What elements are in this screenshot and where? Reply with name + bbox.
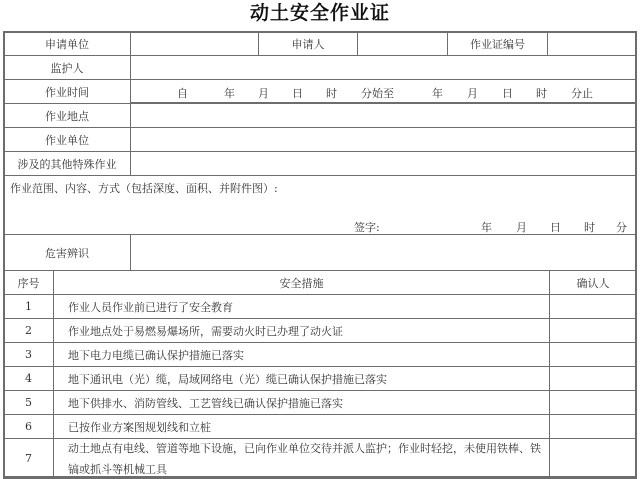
work-location-field[interactable] [130, 103, 637, 128]
work-scope-label: 作业范围、内容、方式（包括深度、面积、并附件图）: [10, 182, 278, 195]
applicant-label: 申请人 [258, 31, 358, 56]
time-end-year: 年 [432, 87, 443, 100]
row-number: 1 [3, 294, 54, 319]
time-start-minute: 分始至 [361, 87, 394, 100]
permit-number-label: 作业证编号 [447, 31, 548, 56]
other-special-work-label: 涉及的其他特殊作业 [3, 151, 131, 176]
row-number: 2 [3, 318, 54, 343]
safety-header-confirmer: 确认人 [549, 270, 637, 295]
confirmer-field[interactable] [549, 342, 637, 367]
form-title: 动土安全作业证 [249, 2, 390, 24]
row-number: 5 [3, 390, 54, 415]
hazard-identification-field[interactable] [130, 234, 637, 271]
row-number: 4 [3, 366, 54, 391]
confirmer-field[interactable] [549, 438, 637, 479]
applicant-field[interactable] [357, 31, 448, 56]
time-from: 自 [177, 87, 188, 100]
signature-label: 签字: [354, 221, 380, 234]
work-time-label: 作业时间 [3, 79, 131, 104]
safety-measure-text: 作业地点处于易燃易爆场所，需要动火时已办理了动火证 [53, 318, 550, 343]
row-number: 3 [3, 342, 54, 367]
other-special-work-field[interactable] [130, 151, 637, 176]
applicant-unit-label: 申请单位 [3, 31, 131, 56]
confirmer-field[interactable] [549, 294, 637, 319]
safety-measure-text: 动土地点有电线、管道等地下设施，已向作业单位交待并派人监护；作业时轻挖，未使用铁棒、铁镐或抓斗等机械工具 [53, 438, 550, 479]
time-end-minute: 分止 [571, 87, 593, 100]
row-number: 7 [3, 438, 54, 479]
sig-hour: 时 [584, 221, 595, 234]
sig-day: 日 [550, 221, 561, 234]
safety-measure-text: 作业人员作业前已进行了安全教育 [53, 294, 550, 319]
time-end-day: 日 [502, 87, 513, 100]
work-unit-field[interactable] [130, 127, 637, 152]
time-start-day: 日 [292, 87, 303, 100]
confirmer-field[interactable] [549, 390, 637, 415]
work-unit-label: 作业单位 [3, 127, 131, 152]
safety-header-measure: 安全措施 [53, 270, 550, 295]
time-end-hour: 时 [536, 87, 547, 100]
row-number: 6 [3, 414, 54, 439]
applicant-unit-field[interactable] [130, 31, 259, 56]
guardian-field[interactable] [130, 55, 637, 80]
time-start-month: 月 [258, 87, 269, 100]
safety-measure-text: 地下通讯电（光）缆，局域网络电（光）缆已确认保护措施已落实 [53, 366, 550, 391]
time-start-year: 年 [224, 87, 235, 100]
safety-header-no: 序号 [3, 270, 54, 295]
work-scope-field[interactable] [3, 175, 637, 235]
sig-year: 年 [481, 221, 492, 234]
time-end-month: 月 [467, 87, 478, 100]
confirmer-field[interactable] [549, 414, 637, 439]
confirmer-field[interactable] [549, 318, 637, 343]
hazard-identification-label: 危害辨识 [3, 234, 131, 271]
time-start-hour: 时 [326, 87, 337, 100]
work-time-field[interactable] [130, 79, 637, 103]
safety-measure-text: 地下供排水、消防管线、工艺管线已确认保护措施已落实 [53, 390, 550, 415]
sig-month: 月 [516, 221, 527, 234]
work-location-label: 作业地点 [3, 103, 131, 128]
permit-number-field[interactable] [547, 31, 637, 56]
guardian-label: 监护人 [3, 55, 131, 80]
safety-measure-text: 已按作业方案图规划线和立桩 [53, 414, 550, 439]
confirmer-field[interactable] [549, 366, 637, 391]
safety-measure-text: 地下电力电缆已确认保护措施已落实 [53, 342, 550, 367]
sig-minute: 分 [616, 221, 627, 234]
